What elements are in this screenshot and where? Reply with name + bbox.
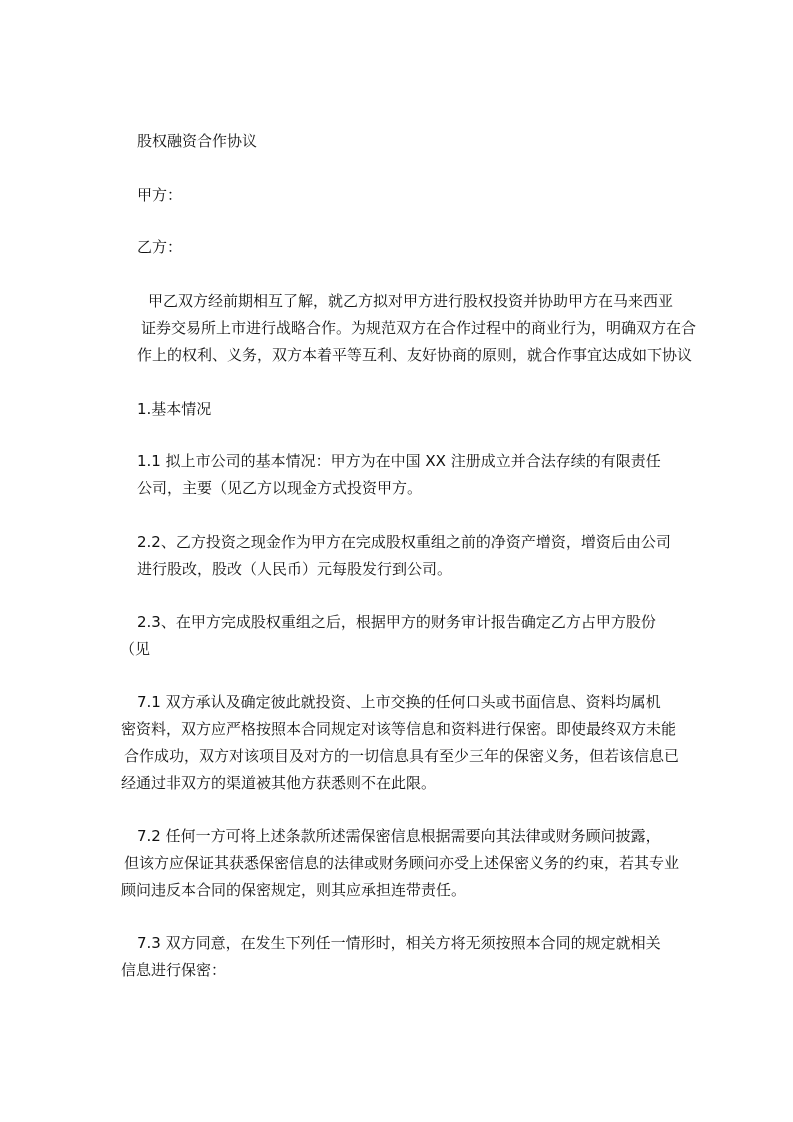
clause-1-1-line-2: 公司，主要（见乙方以现金方式投资甲方。 [137, 479, 423, 497]
section-basic-info-heading: 1.基本情况 [137, 400, 212, 418]
intro-line-2: 证券交易所上市进行战略合作。为规范双方在合作过程中的商业行为，明确双方在合 [141, 319, 697, 337]
clause-7-1-line-4: 经通过非双方的渠道被其他方获悉则不在此限。 [121, 774, 437, 792]
clause-7-1-line-1: 7.1 双方承认及确定彼此就投资、上市交换的任何口头或书面信息、资料均属机 [137, 693, 661, 711]
clause-7-1-line-2: 密资料，双方应严格按照本合同规定对该等信息和资料进行保密。即使最终双方未能 [121, 720, 677, 738]
clause-1-1-line-1: 1.1 拟上市公司的基本情况：甲方为在中国 XX 注册成立并合法存续的有限责任 [137, 452, 661, 470]
clause-2-2-line-1: 2.2、乙方投资之现金作为甲方在完成股权重组之前的净资产增资，增资后由公司 [137, 533, 671, 551]
clause-7-3-line-2: 信息进行保密： [121, 961, 227, 979]
party-a-label: 甲方： [137, 186, 183, 204]
clause-7-2-line-2: 但该方应保证其获悉保密信息的法律或财务顾问亦受上述保密义务的约束，若其专业 [124, 854, 680, 872]
clause-7-1-line-3: 合作成功，双方对该项目及对方的一切信息具有至少三年的保密义务，但若该信息已 [124, 747, 680, 765]
party-b-label: 乙方： [137, 238, 183, 256]
clause-7-2-line-3: 顾问违反本合同的保密规定，则其应承担连带责任。 [121, 881, 467, 899]
clause-7-3-line-1: 7.3 双方同意，在发生下列任一情形时，相关方将无须按照本合同的规定就相关 [137, 934, 661, 952]
intro-line-3: 作上的权利、义务，双方本着平等互利、友好协商的原则，就合作事宜达成如下协议 [137, 346, 693, 364]
clause-2-3-line-1: 2.3、在甲方完成股权重组之后，根据甲方的财务审计报告确定乙方占甲方股份 [137, 613, 656, 631]
clause-2-3-line-2: （见 [120, 640, 151, 658]
intro-line-1: 甲乙双方经前期相互了解，就乙方拟对甲方进行股权投资并协助甲方在马来西亚 [148, 292, 674, 310]
clause-2-2-line-2: 进行股改，股改（人民币）元每股发行到公司。 [137, 560, 453, 578]
document-title: 股权融资合作协议 [137, 132, 258, 150]
clause-7-2-line-1: 7.2 任何一方可将上述条款所述需保密信息根据需要向其法律或财务顾问披露， [137, 827, 661, 845]
